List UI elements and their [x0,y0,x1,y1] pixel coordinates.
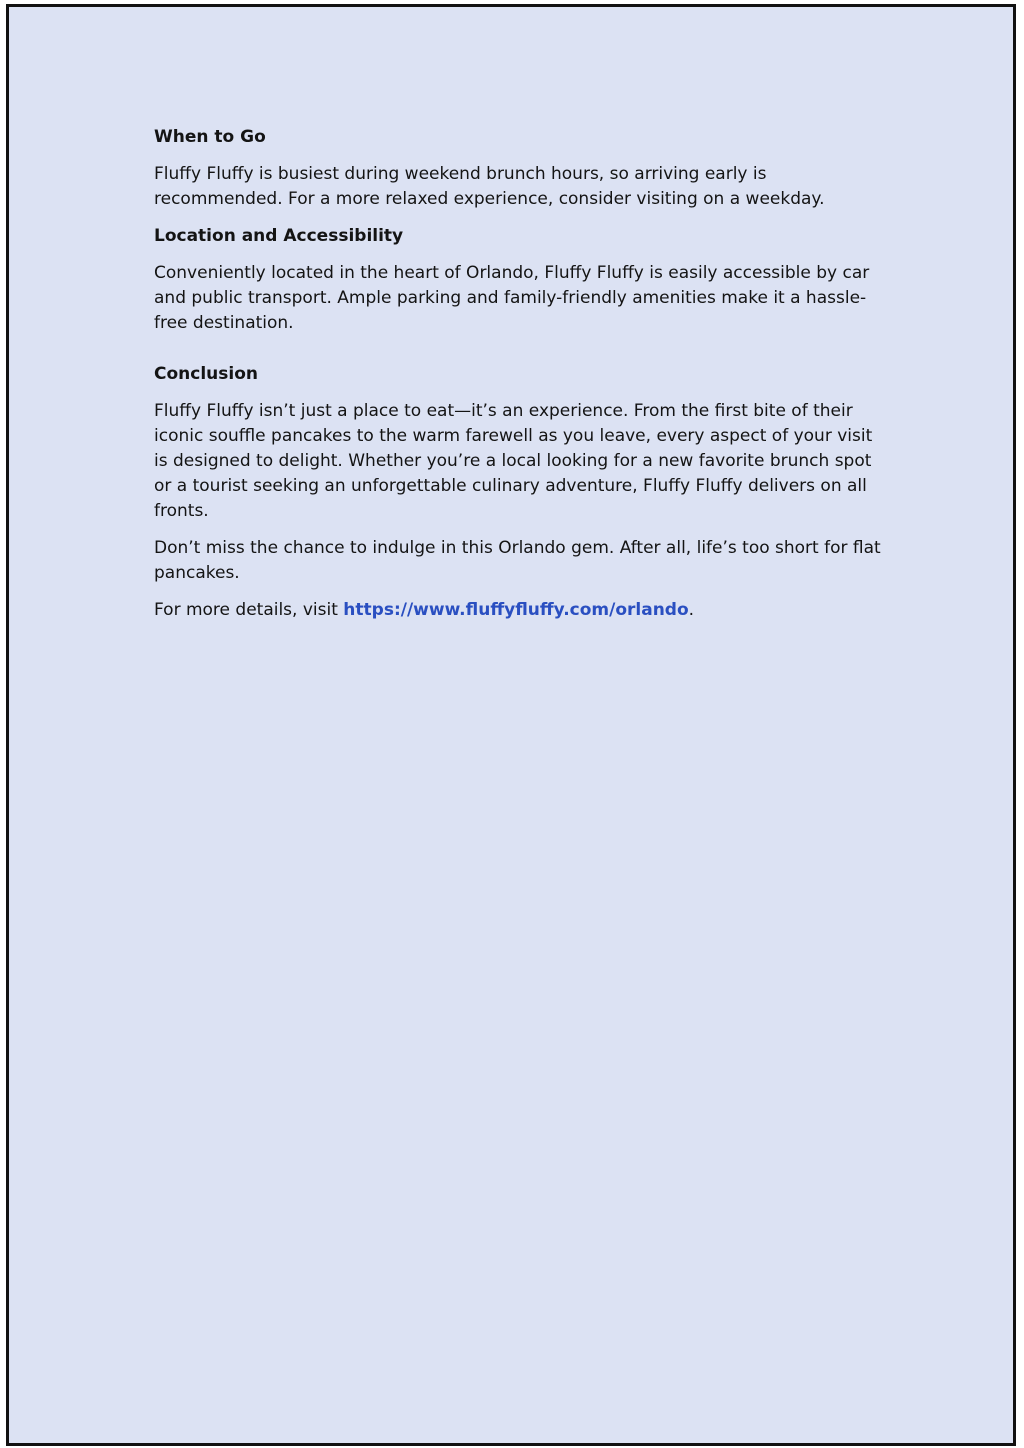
section-heading-conclusion: Conclusion [154,364,258,384]
details-suffix: . [688,600,695,620]
section-paragraph: Fluffy Fluffy is busiest during weekend brunch hours, so arriving early is recommended. For a more relaxed experience, consider visiting on a weekday. [154,164,825,209]
document-page [6,4,1016,1446]
section-paragraph: Don’t miss the chance to indulge in this Orlando gem. After all, life’s too short for flat pancakes. [154,538,881,583]
details-prefix: For more details, visit [154,600,344,620]
section-spacer [154,348,884,362]
website-link[interactable]: https://www.fluffyfluffy.com/orlando [343,600,689,620]
document-content [154,125,884,635]
section-heading-when-to-go: When to Go [154,127,266,147]
section-heading-location: Location and Accessibility [154,226,404,246]
section-paragraph: Conveniently located in the heart of Orlando, Fluffy Fluffy is easily accessible by car and public transport. Ample parking and family-friendly amenities make it a hassle-free destination. [154,263,870,333]
details-line [154,598,884,623]
section-paragraph: Fluffy Fluffy isn’t just a place to eat—it’s an experience. From the first bite of their iconic souffle pancakes to the warm farewell as you leave, every aspect of your visit is designed to delight. Whether you’re a local looking for a new favorite brunch spot or a tourist seeking an unforgettable culinary adventure, Fluffy Fluffy delivers on all fronts. [154,401,873,521]
